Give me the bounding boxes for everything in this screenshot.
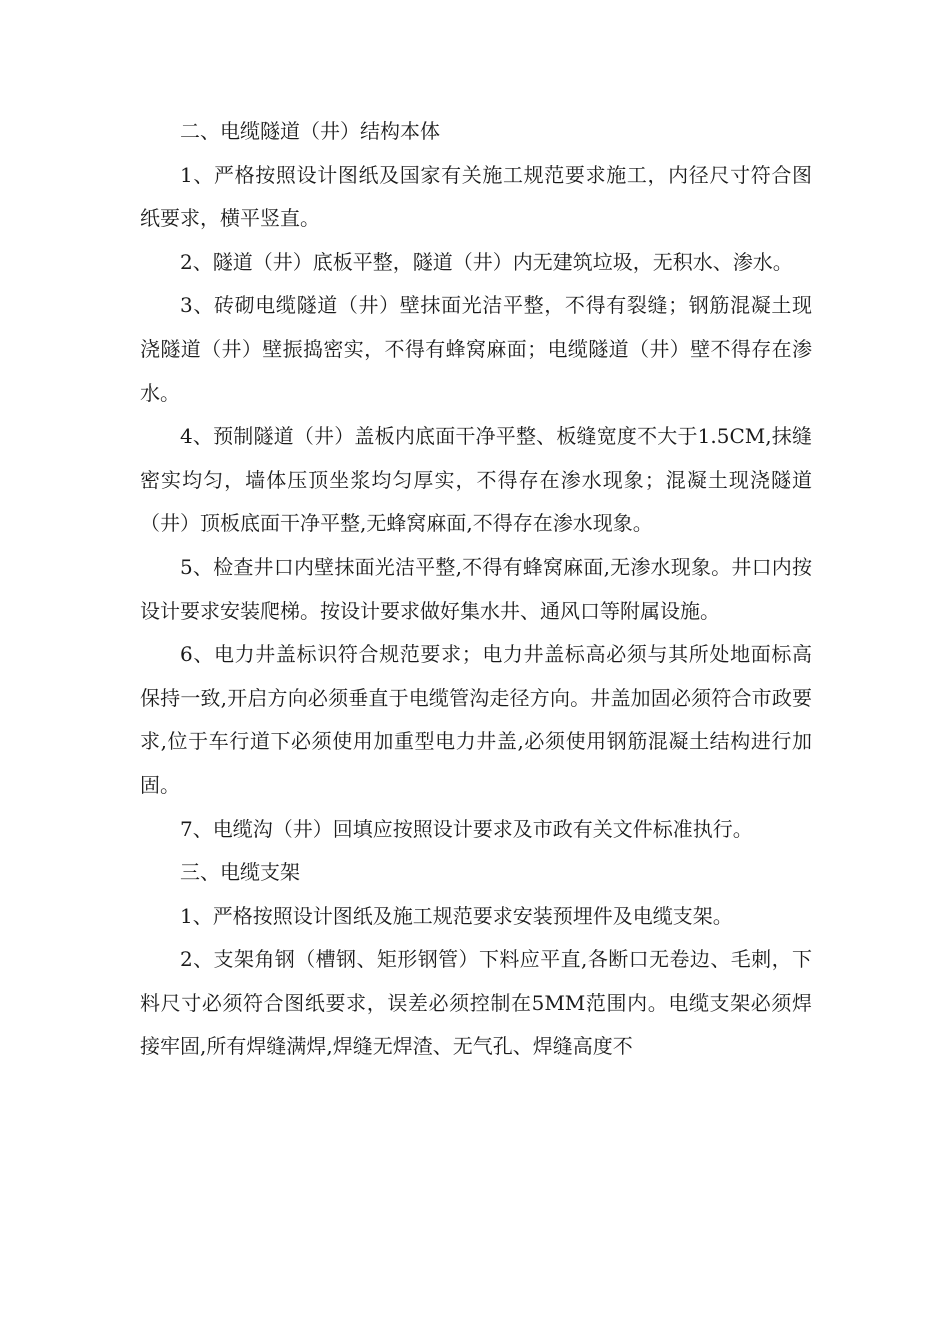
- section-heading: 三、电缆支架: [180, 860, 300, 885]
- paragraph: 5、检查井口内壁抹面光洁平整,不得有蜂窝麻面,无渗水现象。井口内按设计要求安装爬梯。按设计要求做好集水井、通风口等附属设施。: [140, 554, 812, 623]
- paragraph: 4、预制隧道（井）盖板内底面干净平整、板缝宽度不大于1.5CM,抹缝密实均匀，墙体压顶坐浆均匀厚实，不得存在渗水现象；混凝土现浇隧道（井）顶板底面干净平整,无蜂窝麻面,不得存在渗水现象。: [140, 424, 812, 536]
- section-heading: 二、电缆隧道（井）结构本体: [180, 119, 440, 143]
- paragraph: 1、严格按照设计图纸及国家有关施工规范要求施工，内径尺寸符合图纸要求，横平竖直。: [140, 162, 812, 231]
- paragraph: 2、隧道（井）底板平整，隧道（井）内无建筑垃圾，无积水、渗水。: [180, 249, 793, 274]
- paragraph: 7、电缆沟（井）回填应按照设计要求及市政有关文件标准执行。: [180, 816, 753, 841]
- paragraph: 2、支架角钢（槽钢、矩形钢管）下料应平直,各断口无卷边、毛刺，下料尺寸必须符合图纸要求，误差必须控制在5MM范围内。电缆支架必须焊接牢固,所有焊缝满焊,焊缝无焊渣、无气孔、焊缝高度不: [140, 947, 812, 1059]
- paragraph: 3、砖砌电缆隧道（井）壁抹面光洁平整，不得有裂缝；钢筋混凝土现浇隧道（井）壁振捣密实，不得有蜂窝麻面；电缆隧道（井）壁不得存在渗水。: [140, 293, 812, 405]
- paragraph: 6、电力井盖标识符合规范要求；电力井盖标高必须与其所处地面标高保持一致,开启方向必须垂直于电缆管沟走径方向。井盖加固必须符合市政要求,位于车行道下必须使用加重型电力井盖,必须使用钢筋混凝土结构进行加固。: [140, 642, 812, 797]
- document-body: [140, 110, 812, 1069]
- paragraph: 1、严格按照设计图纸及施工规范要求安装预埋件及电缆支架。: [180, 903, 733, 928]
